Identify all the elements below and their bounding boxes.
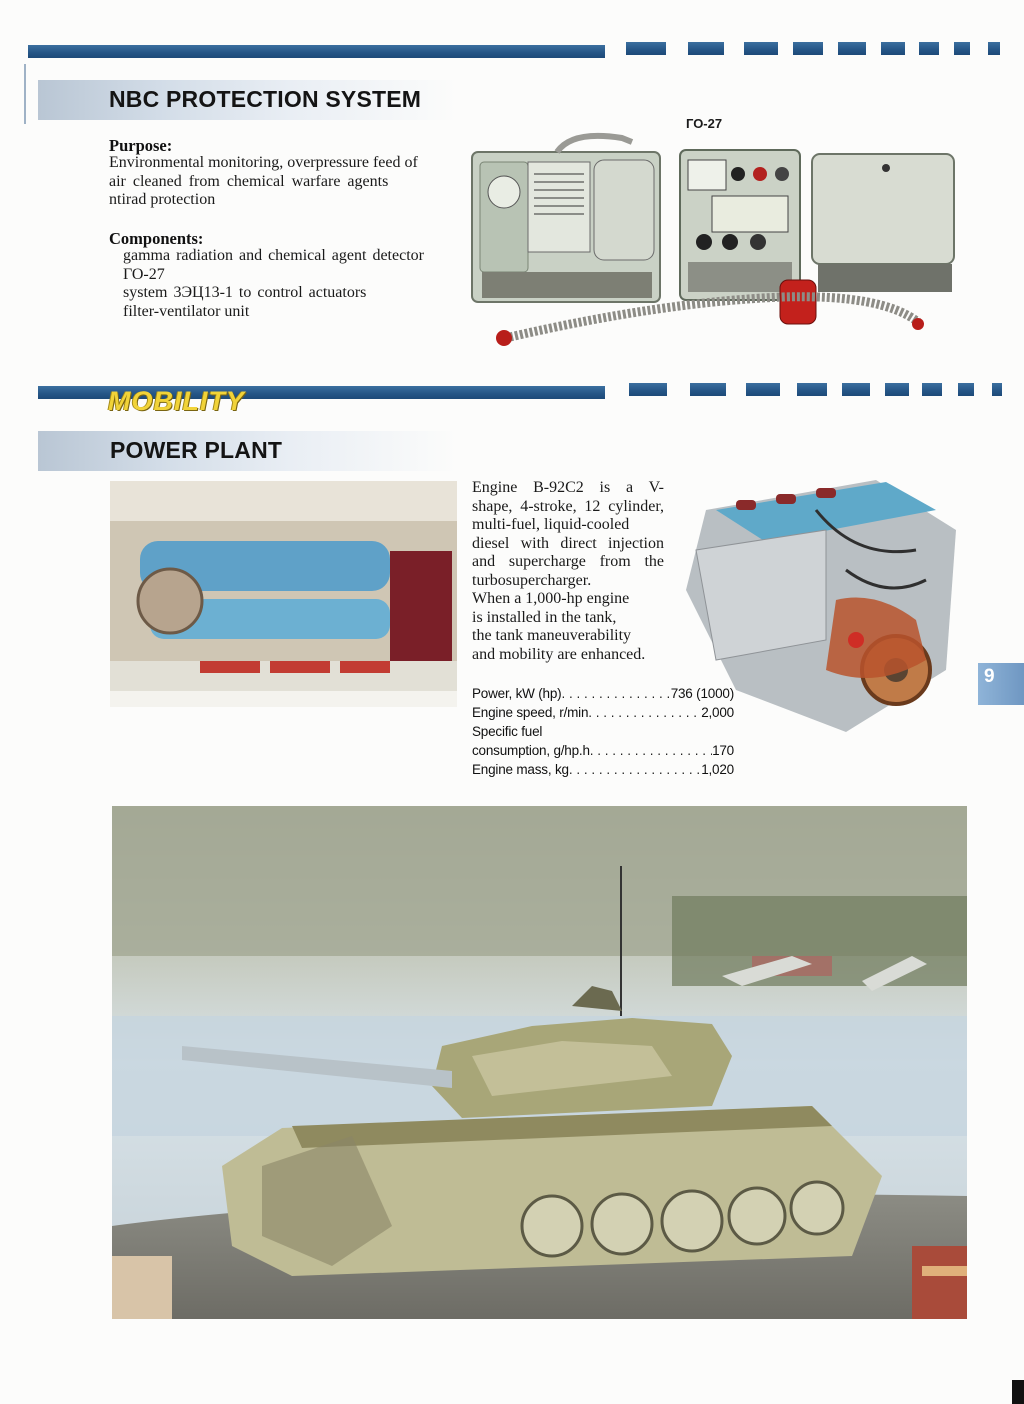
spec-value: 736 (1000): [670, 686, 734, 701]
page-number: 9: [984, 666, 995, 687]
margin-mark: [24, 64, 26, 124]
top-rule-bar: [28, 45, 605, 58]
description-line: and supercharge from the: [472, 553, 664, 570]
purpose-heading: Purpose:: [109, 136, 173, 155]
spec-fuel-consumption: [472, 743, 734, 762]
spec-label: Power, kW (hp): [472, 686, 562, 701]
purpose-line: ntirad protection: [109, 191, 216, 208]
spec-leader-dots: [561, 686, 670, 701]
spec-label: consumption, g/hp.h: [472, 743, 590, 758]
engine-description: [472, 479, 664, 664]
purpose-line: air cleaned from chemical warfare agents: [109, 172, 389, 190]
power-section-title: POWER PLANT: [110, 437, 283, 463]
spec-label: Specific fuel: [472, 724, 543, 739]
spec-engine-mass: [472, 762, 734, 781]
spec-value: 2,000: [701, 705, 734, 720]
description-line: diesel with direct injection: [472, 534, 664, 552]
spec-power: [472, 686, 734, 705]
description-line: Engine B-92C2 is a V-: [472, 479, 664, 496]
component-item: ГО-27: [123, 265, 165, 283]
spec-fuel-label: [472, 724, 734, 743]
spec-leader-dots: [590, 743, 712, 758]
tank-photo: [112, 806, 967, 1319]
spec-value: 170: [712, 743, 734, 758]
components-list: [123, 247, 453, 321]
page-edge-mark: [1012, 1380, 1024, 1404]
spec-label: Engine mass, kg: [472, 762, 569, 777]
spec-engine-speed: [472, 705, 734, 724]
description-line: the tank maneuverability: [472, 627, 632, 644]
description-line: shape, 4-stroke, 12 cylinder,: [472, 497, 664, 515]
components-heading: Components:: [109, 229, 204, 248]
nbc-photo-caption: ГО-27: [686, 116, 723, 131]
spec-value: 1,020: [701, 762, 734, 777]
component-item: system 3ЭЦ13-1 to control actuators: [123, 284, 367, 301]
nbc-equipment-photo: [462, 132, 962, 354]
component-item: filter-ventilator unit: [123, 302, 250, 320]
description-line: turbosupercharger.: [472, 571, 592, 589]
mobility-section-label: MOBILITY: [108, 386, 245, 416]
purpose-line: Environmental monitoring, overpressure feed of: [109, 154, 418, 171]
description-line: and mobility are enhanced.: [472, 645, 646, 663]
engine-bay-photo: [110, 481, 457, 707]
page-number-tab: [978, 663, 1024, 705]
description-line: is installed in the tank,: [472, 608, 617, 626]
purpose-text: [109, 154, 444, 210]
description-line: When a 1,000-hp engine: [472, 590, 630, 607]
description-line: multi-fuel, liquid-cooled: [472, 516, 630, 533]
spec-label: Engine speed, r/min: [472, 705, 589, 720]
nbc-section-title: NBC PROTECTION SYSTEM: [109, 86, 422, 112]
component-item: gamma radiation and chemical agent detector: [123, 247, 424, 264]
spec-leader-dots: [569, 762, 701, 777]
spec-leader-dots: [588, 705, 701, 720]
